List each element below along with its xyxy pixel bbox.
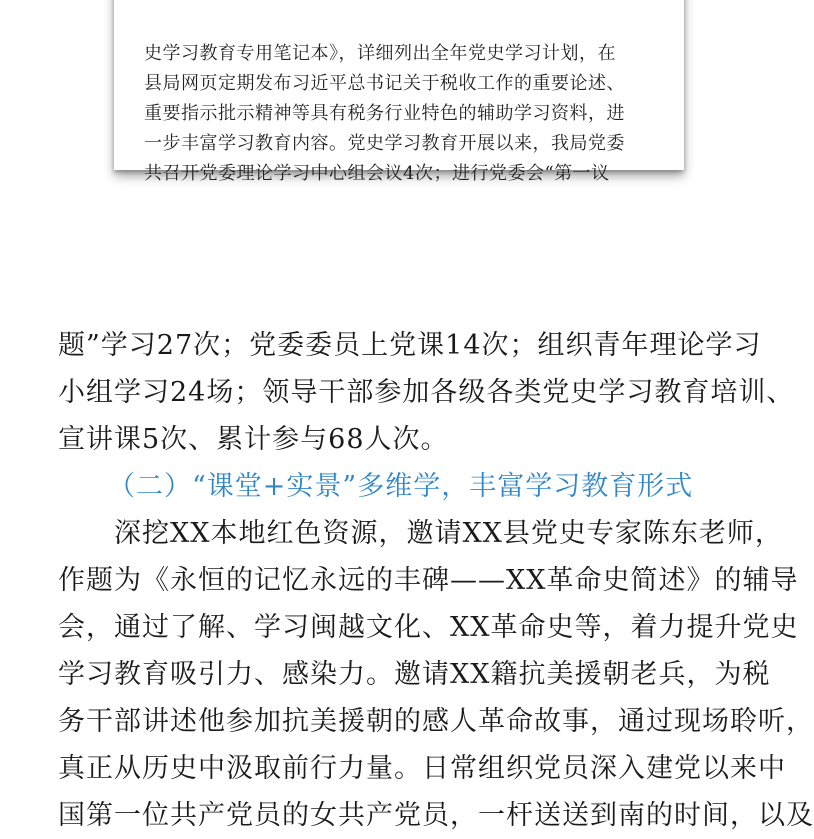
preview-line: 县局网页定期发布习近平总书记关于税收工作的重要论述、: [144, 73, 625, 94]
body-text-line: 会，通过了解、学习闽越文化、XX革命史等，着力提升党史: [58, 612, 799, 643]
body-text-line: 小组学习24场；领导干部参加各级各类党史学习教育培训、: [58, 377, 795, 408]
preview-line: 共召开党委理论学习中心组会议4次；进行党委会“第一议: [144, 163, 610, 184]
body-text-line: 作题为《永恒的记忆永远的丰碑——XX革命史简述》的辅导: [58, 565, 799, 596]
document-preview-card: [114, 0, 684, 184]
body-text-line: 宣讲课5次、累计参与68人次。: [58, 424, 449, 455]
body-text-line: 务干部讲述他参加抗美援朝的感人革命故事，通过现场聆听，: [58, 706, 814, 737]
body-text-line: 题”学习27次；党委委员上党课14次；组织青年理论学习: [58, 330, 762, 361]
preview-line: 一步丰富学习教育内容。党史学习教育开展以来，我局党委: [144, 133, 625, 154]
body-text-line: 国第一位共产党员的女共产党员，一杆送送到南的时间，以及: [58, 800, 814, 831]
preview-line: 重要指示批示精神等具有税务行业特色的辅助学习资料，进: [144, 103, 625, 124]
document-body: [58, 322, 814, 839]
section-heading: （二）“课堂+实景”多维学，丰富学习教育形式: [108, 471, 694, 502]
preview-line: 史学习教育专用笔记本》，详细列出全年党史学习计划，在: [144, 43, 616, 64]
body-text-line: 学习教育吸引力、感染力。邀请XX籍抗美援朝老兵，为税: [58, 659, 771, 690]
body-text-line: 真正从历史中汲取前行力量。日常组织党员深入建党以来中: [58, 753, 786, 784]
body-text-line: 深挖XX本地红色资源，邀请XX县党史专家陈东老师，: [114, 518, 783, 549]
